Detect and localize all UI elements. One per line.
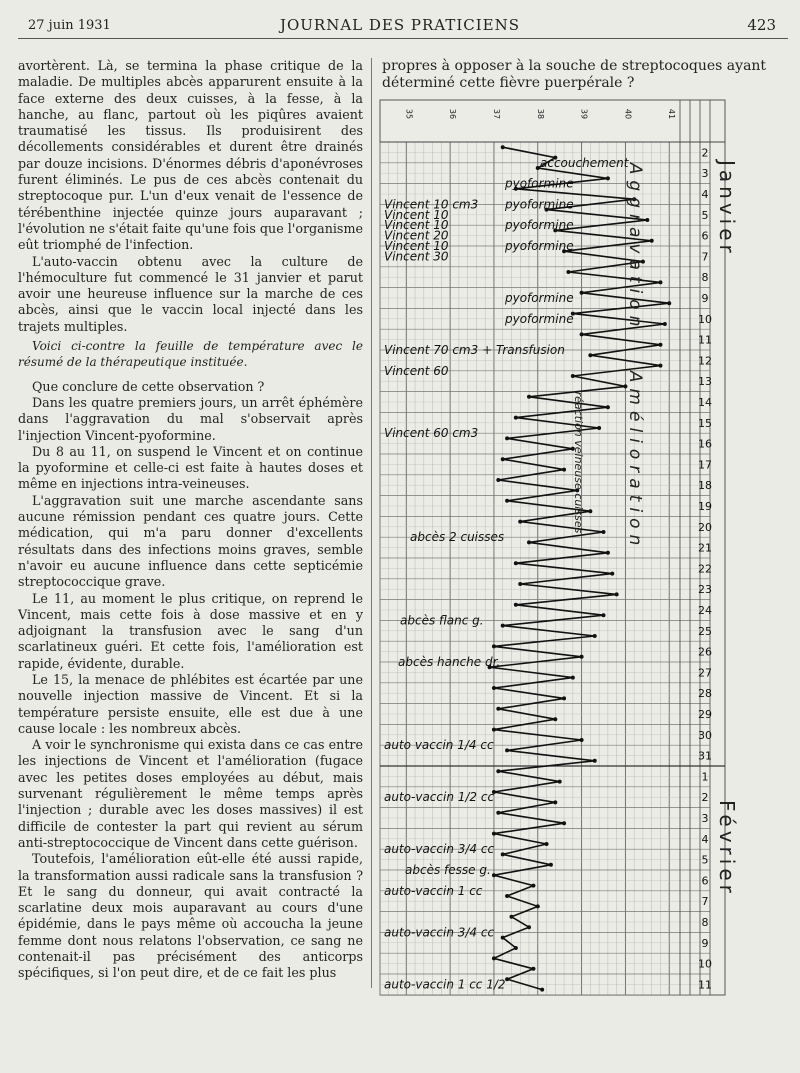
temperature-point — [531, 967, 535, 971]
temperature-point — [527, 395, 531, 399]
therapy-annotation: abcès fesse g. — [405, 863, 491, 877]
day-label: 8 — [701, 271, 709, 285]
therapy-annotation: auto-vaccin 3/4 cc — [384, 842, 495, 857]
left-column — [18, 58, 363, 982]
day-label: 12 — [698, 354, 712, 368]
temperature-point — [606, 551, 610, 555]
paragraph-caption: Voici ci-contre la feuille de température avec le résumé de la thérapeutique instituée. — [18, 339, 363, 370]
month-label: Janvier — [715, 160, 739, 257]
day-label: 2 — [701, 791, 709, 805]
temperature-point — [509, 915, 513, 919]
day-label: 4 — [701, 832, 709, 846]
day-label: 5 — [701, 208, 709, 222]
temperature-point — [549, 863, 553, 867]
paragraph: L'aggravation suit une marche ascendante sans aucune rémission pendant ces quatre jours. Cette médication, qui m'a paru donner d'excellents résultats dans des infections moins graves, semble n'avoir eu aucune influence dans cette septicémie streptococcique grave. — [18, 492, 363, 590]
day-label: 6 — [701, 229, 709, 243]
temperature-point — [501, 936, 505, 940]
day-label: 18 — [698, 479, 712, 493]
temperature-point — [562, 696, 566, 700]
day-label: 1 — [701, 770, 709, 784]
temperature-point — [658, 364, 662, 368]
temperature-point — [514, 561, 518, 565]
vertical-note: Aggravation — [625, 162, 645, 333]
y-tick-label: 39 — [579, 108, 589, 120]
therapy-annotation: pyoformine — [505, 311, 574, 326]
day-label: 6 — [701, 874, 709, 888]
temperature-point — [593, 634, 597, 638]
paragraph: A voir le synchronisme qui exista dans ce cas entre les injections de Vincent et l'amélioration (fugace avec les petites doses employées au début, mais survenant régulièrement le même temps après l'injection ; durable avec les doses massives) il est difficile de contester la part qui revient au sérum anti-streptococcique de Vincent dans cette guérison. — [18, 737, 363, 850]
temperature-point — [501, 457, 505, 461]
therapy-annotation: pyoformine — [505, 197, 574, 212]
temperature-point — [580, 291, 584, 295]
temperature-point — [597, 426, 601, 430]
temperature-point — [505, 748, 509, 752]
temperature-point — [501, 624, 505, 628]
temperature-point — [553, 800, 557, 804]
temperature-point — [558, 780, 562, 784]
day-label: 10 — [698, 957, 712, 971]
paragraph: Du 8 au 11, on suspend le Vincent et on continue la pyoformine et celle-ci est faite à hautes doses et même en injections intra-veineuses. — [18, 443, 363, 492]
temperature-point — [540, 988, 544, 992]
page-header — [0, 12, 800, 38]
temperature-point — [606, 176, 610, 180]
temperature-point — [610, 572, 614, 576]
day-label: 9 — [701, 936, 709, 950]
day-label: 22 — [698, 562, 712, 576]
day-label: 28 — [698, 687, 712, 701]
y-tick-label: 40 — [623, 108, 633, 120]
paragraph: Le 11, au moment le plus critique, on reprend le Vincent, mais cette fois à dose massive et en y adjoignant la transfusion avec le sang d'un scarlatineux guéri. Et cette fois, l'amélioration est rapide, évidente, durable. — [18, 590, 363, 671]
temperature-point — [536, 904, 540, 908]
temperature-point — [593, 759, 597, 763]
temperature-point — [527, 540, 531, 544]
therapy-annotation: pyoformine — [505, 239, 574, 253]
temperature-point — [650, 239, 654, 243]
therapy-annotation: Vincent 60 — [384, 363, 449, 378]
day-label: 13 — [698, 375, 712, 389]
temperature-point — [492, 873, 496, 877]
temperature-point — [492, 644, 496, 648]
day-label: 11 — [698, 333, 712, 347]
therapy-annotation: Vincent 70 cm3 + Transfusion — [384, 343, 565, 357]
temperature-point — [606, 405, 610, 409]
column-divider — [371, 58, 372, 988]
day-label: 25 — [698, 624, 712, 638]
temperature-point — [588, 509, 592, 513]
temperature-point — [562, 821, 566, 825]
temperature-point — [615, 592, 619, 596]
therapy-annotation: Vincent 20 — [384, 228, 449, 243]
vertical-note: réaction veineuse cuisses — [572, 391, 585, 534]
temperature-point — [602, 613, 606, 617]
temperature-point — [501, 852, 505, 856]
day-label: 21 — [698, 541, 712, 555]
day-label: 14 — [698, 396, 712, 409]
page-number: 423 — [747, 16, 776, 34]
journal-title: JOURNAL DES PRATICIENS — [279, 16, 521, 34]
temperature-point — [663, 322, 667, 326]
temperature-point — [571, 374, 575, 378]
y-tick-label: 35 — [404, 108, 414, 120]
day-label: 16 — [698, 437, 712, 451]
therapy-annotation: accouchement — [540, 155, 629, 170]
day-label: 29 — [698, 708, 712, 721]
temperature-point — [531, 884, 535, 888]
temperature-point — [492, 832, 496, 836]
temperature-point — [518, 582, 522, 586]
day-label: 30 — [698, 728, 712, 742]
day-label: 20 — [698, 520, 712, 534]
temperature-point — [492, 956, 496, 960]
y-tick-label: 38 — [535, 108, 545, 120]
temperature-point — [505, 436, 509, 440]
day-label: 26 — [698, 645, 712, 659]
temperature-point — [562, 468, 566, 472]
temperature-point — [588, 353, 592, 357]
therapy-annotation: abcès flanc g. — [400, 613, 484, 628]
day-label: 2 — [701, 146, 709, 160]
therapy-annotation: pyoformine — [505, 291, 574, 305]
temperature-point — [658, 280, 662, 284]
temperature-point — [518, 520, 522, 524]
day-label: 8 — [701, 916, 709, 929]
day-label: 31 — [698, 749, 712, 763]
temperature-point — [571, 676, 575, 680]
day-label: 4 — [701, 188, 709, 201]
header-rule — [18, 38, 788, 39]
temperature-point — [496, 811, 500, 815]
therapy-annotation: Vincent 10 cm3 — [384, 197, 479, 212]
therapy-annotation: abcès 2 cuisses — [410, 530, 505, 545]
therapy-annotation: pyoformine — [505, 218, 574, 233]
temperature-point — [514, 603, 518, 607]
day-label: 9 — [701, 292, 709, 305]
temperature-point — [566, 270, 570, 274]
day-label: 19 — [698, 500, 712, 513]
therapy-annotation: auto vaccin 1/4 cc — [384, 738, 494, 753]
temperature-point — [492, 686, 496, 690]
temperature-point — [545, 842, 549, 846]
day-label: 23 — [698, 583, 712, 597]
day-label: 11 — [698, 978, 712, 992]
temperature-point — [501, 145, 505, 149]
temperature-chart — [380, 100, 739, 995]
temperature-point — [667, 301, 671, 305]
therapy-annotation: pyoformine — [505, 176, 574, 191]
therapy-annotation: auto-vaccin 1/2 cc — [384, 790, 495, 805]
temperature-point — [505, 894, 509, 898]
therapy-annotation: Vincent 10 — [384, 207, 449, 222]
paragraph: L'auto-vaccin obtenu avec la culture de l'hémoculture fut commencé le 31 janvier et parut avoir une heureuse influence sur la marche de ces abcès, ainsi que le vaccin local injecté dans les trajets multiples. — [18, 253, 363, 334]
temperature-point — [514, 416, 518, 420]
day-label: 15 — [698, 416, 712, 430]
day-label: 5 — [701, 853, 709, 867]
paragraph: Dans les quatre premiers jours, un arrêt éphémère dans l'aggravation du mal s'observait après l'injection Vincent-pyoformine. — [18, 394, 363, 443]
temperature-point — [505, 977, 509, 981]
therapy-annotation: Vincent 60 cm3 — [384, 426, 479, 441]
temperature-point — [505, 499, 509, 503]
temperature-point — [496, 478, 500, 482]
temperature-point — [496, 707, 500, 711]
therapy-annotation: Vincent 10 — [384, 239, 449, 253]
temperature-point — [602, 530, 606, 534]
day-label: 7 — [701, 250, 709, 264]
therapy-annotation: auto-vaccin 3/4 cc — [384, 925, 495, 940]
day-label: 3 — [701, 167, 709, 181]
issue-date: 27 juin 1931 — [28, 18, 111, 33]
temperature-point — [553, 717, 557, 721]
day-label: 7 — [701, 895, 709, 909]
y-tick-label: 37 — [491, 108, 501, 120]
month-label: Février — [715, 800, 739, 897]
temperature-point — [492, 728, 496, 732]
paragraph: avortèrent. Là, se termina la phase critique de la maladie. De multiples abcès apparurent ensuite à la face externe des deux cuisses, à la fesse, à la hanche, au flanc, partout où les piqûres avaient traumatisé les tissus. Ils produisirent des décollements considérables et durent être drainés par douze incisions. D'énormes débris d'aponévroses furent éliminés. Le pus de ces abcès contenait du streptocoque pur. L'un d'eux venait de l'essence de térébenthine injectée quinze jours auparavant ; l'évolution ne s'était faite qu'une fois que l'organisme eût triomphé de l'infection. — [18, 58, 363, 253]
temperature-point — [580, 655, 584, 659]
paragraph: Le 15, la menace de phlébites est écartée par une nouvelle injection massive de Vincent. Et si la température persiste ensuite, elle est due à une cause locale : les nombreux abcès. — [18, 671, 363, 736]
temperature-point — [514, 946, 518, 950]
temperature-point — [496, 769, 500, 773]
y-tick-label: 36 — [448, 108, 458, 120]
paragraph: Toutefois, l'amélioration eût-elle été aussi rapide, la transformation aussi radicale sans la transfusion ? Et le sang du donneur, qui avait contracté la scarlatine deux mois auparavant au cours d'une épidémie, dans le pays même où accoucha la jeune femme dont nous relatons l'observation, ce sang ne contenait-il pas précisément des anticorps spécifiques, si l'on peut dire, et de ce fait les plus — [18, 851, 363, 981]
therapy-annotation: abcès hanche dr. — [398, 655, 501, 669]
paragraph: Que conclure de cette observation ? — [32, 378, 265, 394]
therapy-annotation: auto-vaccin 1 cc — [384, 883, 483, 898]
temperature-point — [527, 925, 531, 929]
day-label: 24 — [698, 604, 712, 617]
day-label: 17 — [698, 458, 712, 472]
right-column-text: propres à opposer à la souche de streptocoques ayant déterminé cette fièvre puerpérale ? — [382, 58, 767, 91]
therapy-annotation: Vincent 10 — [384, 218, 449, 233]
therapy-annotation: Vincent 30 — [384, 249, 449, 264]
therapy-annotation: auto-vaccin 1 cc 1/2 — [384, 977, 506, 992]
vertical-note: Amélioration — [625, 370, 645, 552]
y-tick-label: 41 — [667, 108, 677, 120]
day-label: 27 — [698, 666, 712, 680]
day-label: 3 — [701, 812, 709, 825]
temperature-point — [580, 332, 584, 336]
temperature-point — [580, 738, 584, 742]
temperature-point — [658, 343, 662, 347]
day-label: 10 — [698, 312, 712, 326]
